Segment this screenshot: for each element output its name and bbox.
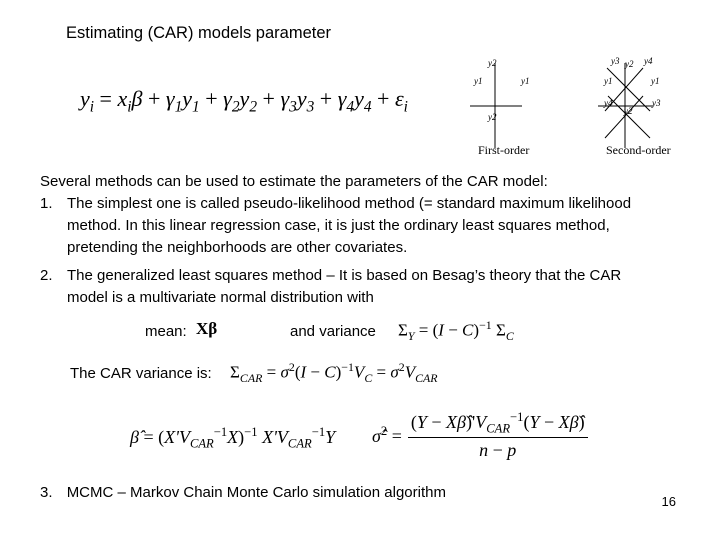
- list-item-line: The simplest one is called pseudo-likelihood method (= standard maximum likelihood: [67, 195, 632, 212]
- slide-title: Estimating (CAR) models parameter: [66, 24, 331, 42]
- first-order-bottom-label: y2: [488, 112, 497, 122]
- car-variance-label: The CAR variance is:: [70, 365, 212, 382]
- second-order-top-label: y2: [625, 59, 634, 69]
- first-order-right-label: y1: [521, 76, 530, 86]
- list-item-text: MCMC – Markov Chain Monte Carlo simulation algorithm: [66, 484, 446, 501]
- list-item-2: [40, 265, 690, 309]
- list-item-number: 3.: [40, 484, 53, 501]
- list-item-line: pretending the neighborhoods are other covariates.: [67, 239, 408, 256]
- list-item-line: method. In this linear regression case, it is just the ordinary least squares method,: [67, 217, 610, 234]
- variance-label: and variance: [290, 323, 376, 340]
- second-order-left-label: y1: [604, 76, 613, 86]
- second-order-top-left-label: y3: [611, 56, 620, 66]
- second-order-caption: Second-order: [606, 143, 671, 157]
- first-order-left-label: y1: [474, 76, 483, 86]
- second-order-bottom-label: y2: [624, 106, 633, 116]
- list-item-3: [40, 482, 446, 504]
- list-item-line: The generalized least squares method – It is based on Besag’s theory that the CAR: [67, 267, 622, 284]
- car-model-equation: $y_i = x_i\beta + \gamma_1y_1 + \gamma_2y_2 + \gamma_3y_3 + \gamma_4y_4 + \varepsilon_i$: [80, 86, 408, 116]
- second-order-right-label: y1: [651, 76, 660, 86]
- list-item-number: 2.: [40, 267, 53, 284]
- list-item-number: 1.: [40, 195, 53, 212]
- list-item-1: [40, 193, 690, 259]
- second-order-top-right-label: y4: [644, 56, 653, 66]
- mean-label: mean:: [145, 323, 187, 340]
- page-number: 16: [661, 494, 676, 509]
- sigma-hat-formula: σ̂$^2$ = $(Y - X\betâ)'V_{CAR}^{-1}(Y$ − Xβ̂) n − p: [372, 410, 588, 461]
- second-order-bottom-left-label: y4: [604, 98, 613, 108]
- intro-text: Several methods can be used to estimate the parameters of the CAR model:: [40, 173, 548, 190]
- second-order-bottom-right-label: y3: [652, 98, 661, 108]
- beta-hat-formula: β̂ = $(X'V_{CAR}^{-1}X)^{-1}$ $X'V_{CAR}^{-1}Y$: [130, 425, 336, 451]
- car-variance-formula: $\Sigma_{CAR} = \sigma^2(I - C)^{-1}V_C = \sigma^2V_{CAR}$: [230, 360, 438, 386]
- second-order-diagonal-3: [608, 96, 650, 138]
- first-order-caption: First-order: [478, 143, 530, 157]
- mean-value: Xβ: [196, 319, 218, 338]
- first-order-top-label: y2: [488, 58, 497, 68]
- variance-formula: $\Sigma_Y = (I - C)^{-1}$ $\Sigma_C$: [398, 318, 514, 344]
- list-item-line: model is a multivariate normal distribution with: [67, 289, 374, 306]
- second-order-diagonal-1: [607, 68, 650, 111]
